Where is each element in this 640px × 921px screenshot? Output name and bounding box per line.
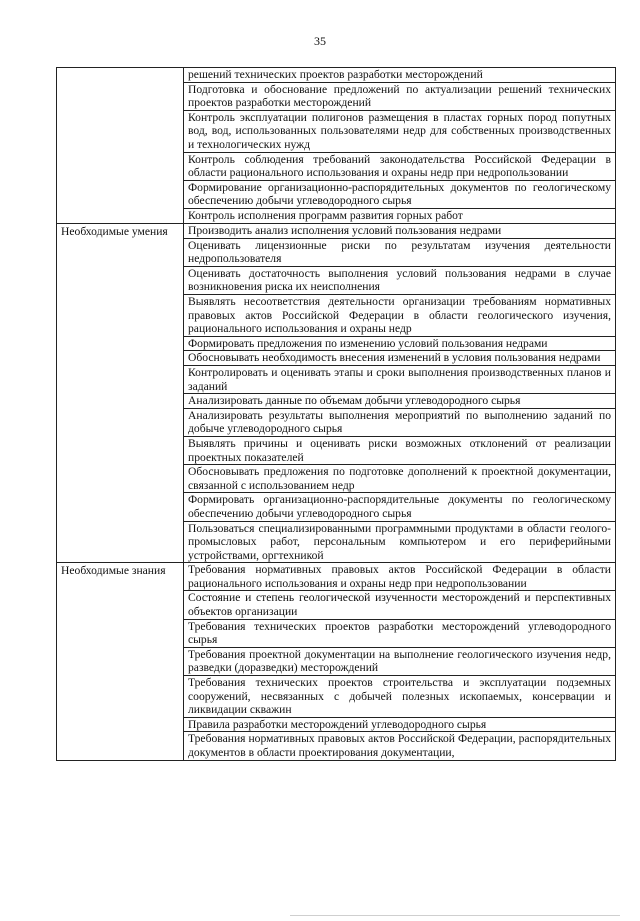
category-cell bbox=[57, 336, 184, 351]
table-row bbox=[57, 408, 616, 436]
requirement-item: Анализировать данные по объемам добычи углеводородного сырья bbox=[184, 394, 616, 409]
table-row bbox=[57, 465, 616, 493]
table-row bbox=[57, 647, 616, 675]
category-cell bbox=[57, 732, 184, 760]
requirement-item: Формировать предложения по изменению условий пользования недрами bbox=[184, 336, 616, 351]
table-row bbox=[57, 266, 616, 294]
category-cell bbox=[57, 676, 184, 718]
table-row bbox=[57, 180, 616, 208]
table-row bbox=[57, 223, 616, 238]
requirement-item: Требования технических проектов строительства и эксплуатации подземных сооружений, несвязанных с добычей полезных ископаемых, консервации и ликвидации скважин bbox=[184, 676, 616, 718]
category-cell bbox=[57, 208, 184, 223]
table-row bbox=[57, 82, 616, 110]
table-row bbox=[57, 521, 616, 563]
table-row bbox=[57, 732, 616, 760]
category-cell bbox=[57, 295, 184, 337]
category-cell bbox=[57, 152, 184, 180]
requirement-item: Требования нормативных правовых актов Российской Федерации, распорядительных документов в области проектирования документации, bbox=[184, 732, 616, 760]
scan-edge-line bbox=[290, 915, 620, 916]
requirement-item: Требования проектной документации на выполнение геологического изучения недр, разведки (доразведки) месторождений bbox=[184, 647, 616, 675]
requirement-item: Анализировать результаты выполнения мероприятий по выполнению заданий по добыче углеводородного сырья bbox=[184, 408, 616, 436]
category-cell bbox=[57, 394, 184, 409]
requirement-item: Требования нормативных правовых актов Российской Федерации в области рационального использования и охраны недр при недропользовании bbox=[184, 563, 616, 591]
table-row bbox=[57, 208, 616, 223]
table-row bbox=[57, 110, 616, 152]
requirement-item: Формирование организационно-распорядительных документов по геологическому обеспечению добычи углеводородного сырья bbox=[184, 180, 616, 208]
table-row bbox=[57, 295, 616, 337]
table-row bbox=[57, 493, 616, 521]
requirements-table bbox=[56, 67, 616, 761]
category-cell bbox=[57, 563, 184, 591]
requirement-item: Обосновывать предложения по подготовке дополнений к проектной документации, связанной с использованием недр bbox=[184, 465, 616, 493]
table-row bbox=[57, 591, 616, 619]
requirements-table-body bbox=[57, 68, 616, 761]
requirement-item: Оценивать достаточность выполнения условий пользования недрами в случае возникновения риска их неисполнения bbox=[184, 266, 616, 294]
category-label: Необходимые знания bbox=[61, 564, 166, 578]
requirement-item: Правила разработки месторождений углеводородного сырья bbox=[184, 717, 616, 732]
category-cell bbox=[57, 110, 184, 152]
category-cell bbox=[57, 365, 184, 393]
requirement-item: Производить анализ исполнения условий пользования недрами bbox=[184, 223, 616, 238]
category-cell bbox=[57, 465, 184, 493]
page-number: 35 bbox=[314, 34, 326, 48]
table-row bbox=[57, 68, 616, 83]
table-row bbox=[57, 676, 616, 718]
category-cell bbox=[57, 238, 184, 266]
requirement-item: решений технических проектов разработки месторождений bbox=[184, 68, 616, 83]
table-row bbox=[57, 336, 616, 351]
category-cell bbox=[57, 591, 184, 619]
table-row bbox=[57, 619, 616, 647]
category-cell bbox=[57, 717, 184, 732]
requirement-item: Требования технических проектов разработки месторождений углеводородного сырья bbox=[184, 619, 616, 647]
table-row bbox=[57, 152, 616, 180]
requirement-item: Выявлять причины и оценивать риски возможных отклонений от реализации проектных показателей bbox=[184, 436, 616, 464]
requirement-item: Подготовка и обоснование предложений по актуализации решений технических проектов разработки месторождений bbox=[184, 82, 616, 110]
table-row bbox=[57, 563, 616, 591]
category-cell bbox=[57, 493, 184, 521]
requirement-item: Контроль соблюдения требований законодательства Российской Федерации в области рационального использования и охраны недр при недропользовании bbox=[184, 152, 616, 180]
category-label: Необходимые умения bbox=[61, 224, 168, 238]
category-cell bbox=[57, 351, 184, 366]
category-cell bbox=[57, 180, 184, 208]
category-cell bbox=[57, 408, 184, 436]
table-row bbox=[57, 717, 616, 732]
table-row bbox=[57, 351, 616, 366]
table-row bbox=[57, 365, 616, 393]
requirement-item: Контролировать и оценивать этапы и сроки выполнения производственных планов и заданий bbox=[184, 365, 616, 393]
category-cell bbox=[57, 521, 184, 563]
table-row bbox=[57, 238, 616, 266]
category-cell bbox=[57, 647, 184, 675]
requirement-item: Контроль исполнения программ развития горных работ bbox=[184, 208, 616, 223]
category-cell bbox=[57, 82, 184, 110]
requirement-item: Обосновывать необходимость внесения изменений в условия пользования недрами bbox=[184, 351, 616, 366]
category-cell bbox=[57, 223, 184, 238]
requirement-item: Формировать организационно-распорядительные документы по геологическому обеспечению добычи углеводородного сырья bbox=[184, 493, 616, 521]
table-row bbox=[57, 436, 616, 464]
requirement-item: Состояние и степень геологической изученности месторождений и перспективных объектов организации bbox=[184, 591, 616, 619]
category-cell bbox=[57, 266, 184, 294]
requirement-item: Оценивать лицензионные риски по результатам изучения деятельности недропользователя bbox=[184, 238, 616, 266]
table-row bbox=[57, 394, 616, 409]
category-cell bbox=[57, 619, 184, 647]
requirement-item: Пользоваться специализированными программными продуктами в области геолого-промысловых работ, персональным компьютером и его периферийными устройствами, оргтехникой bbox=[184, 521, 616, 563]
category-cell bbox=[57, 436, 184, 464]
requirement-item: Выявлять несоответствия деятельности организации требованиям нормативных правовых актов Российской Федерации в области геологического изучения, рационального использования и охраны недр bbox=[184, 295, 616, 337]
requirement-item: Контроль эксплуатации полигонов размещения в пластах горных пород попутных вод, вод, использованных пользователями недр для собственных производственных и технологических нужд bbox=[184, 110, 616, 152]
category-cell bbox=[57, 68, 184, 83]
